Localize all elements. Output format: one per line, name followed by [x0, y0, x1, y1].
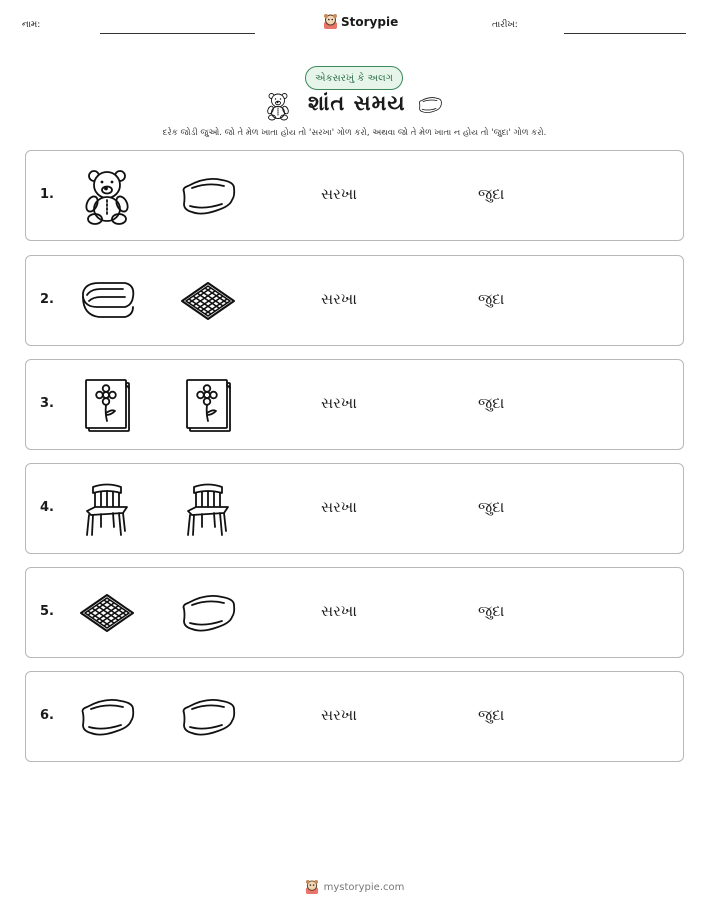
date-line[interactable]: [564, 33, 686, 34]
question-number: 6.: [40, 708, 54, 723]
different-option[interactable]: જુદા: [478, 290, 505, 308]
teddy-bear-icon: [263, 90, 293, 122]
question-number: 2.: [40, 292, 54, 307]
right-picture: [177, 478, 239, 540]
different-option[interactable]: જુદા: [478, 185, 505, 203]
right-picture: [177, 270, 239, 332]
question-card: [25, 255, 684, 346]
same-option[interactable]: સરખા: [321, 290, 357, 308]
different-option[interactable]: જુદા: [478, 706, 505, 724]
left-picture: [76, 582, 138, 644]
flower-book-icon: [77, 375, 137, 435]
brand-logo: [323, 13, 398, 30]
different-option[interactable]: જુદા: [478, 394, 505, 412]
right-picture: [177, 686, 239, 748]
page-title: શાંત સમય: [308, 91, 406, 115]
footer: [0, 879, 709, 895]
storypie-mascot-icon: [323, 13, 338, 30]
instructions: દરેક જોડી જુઓ. જો તે મેળ ખાતા હોય તો 'સરખા' ગોળ કરો, અથવા જો તે મેળ ખાતા ન હોય તો 'જુદા' ગોળ કરો.: [162, 128, 547, 138]
same-option[interactable]: સરખા: [321, 602, 357, 620]
pillow-icon: [178, 687, 238, 747]
different-option[interactable]: જુદા: [478, 498, 505, 516]
same-option[interactable]: સરખા: [321, 706, 357, 724]
quilt-icon: [178, 271, 238, 331]
different-option[interactable]: જુદા: [478, 602, 505, 620]
question-card: [25, 359, 684, 450]
pillow-icon: [77, 687, 137, 747]
date-label: તારીખ:: [492, 20, 518, 30]
question-number: 1.: [40, 187, 54, 202]
right-picture: [177, 165, 239, 227]
left-picture: [76, 478, 138, 540]
question-card: [25, 463, 684, 554]
left-picture: [76, 270, 138, 332]
title-row: [0, 88, 709, 124]
storypie-mascot-icon: [305, 879, 319, 895]
question-card: [25, 150, 684, 241]
pillow-icon: [414, 92, 446, 118]
right-picture: [177, 374, 239, 436]
quilt-icon: [77, 583, 137, 643]
question-number: 3.: [40, 396, 54, 411]
name-label: નામ:: [22, 20, 41, 30]
pillow-icon: [178, 583, 238, 643]
left-picture: [76, 165, 138, 227]
chair-icon: [178, 479, 238, 539]
same-option[interactable]: સરખા: [321, 394, 357, 412]
name-line[interactable]: [100, 33, 255, 34]
question-card: [25, 671, 684, 762]
flower-book-icon: [178, 375, 238, 435]
same-option[interactable]: સરખા: [321, 185, 357, 203]
right-picture: [177, 582, 239, 644]
left-picture: [76, 374, 138, 436]
question-card: [25, 567, 684, 658]
brand-name: Storypie: [341, 14, 399, 29]
chair-icon: [77, 479, 137, 539]
pillow-icon: [178, 166, 238, 226]
worksheet-tag: એકસરખું કે અલગ: [305, 66, 403, 90]
question-number: 4.: [40, 500, 54, 515]
folded-blanket-icon: [77, 271, 137, 331]
same-option[interactable]: સરખા: [321, 498, 357, 516]
footer-site: mystorypie.com: [323, 881, 405, 893]
teddy-bear-icon: [77, 166, 137, 226]
left-picture: [76, 686, 138, 748]
question-number: 5.: [40, 604, 54, 619]
